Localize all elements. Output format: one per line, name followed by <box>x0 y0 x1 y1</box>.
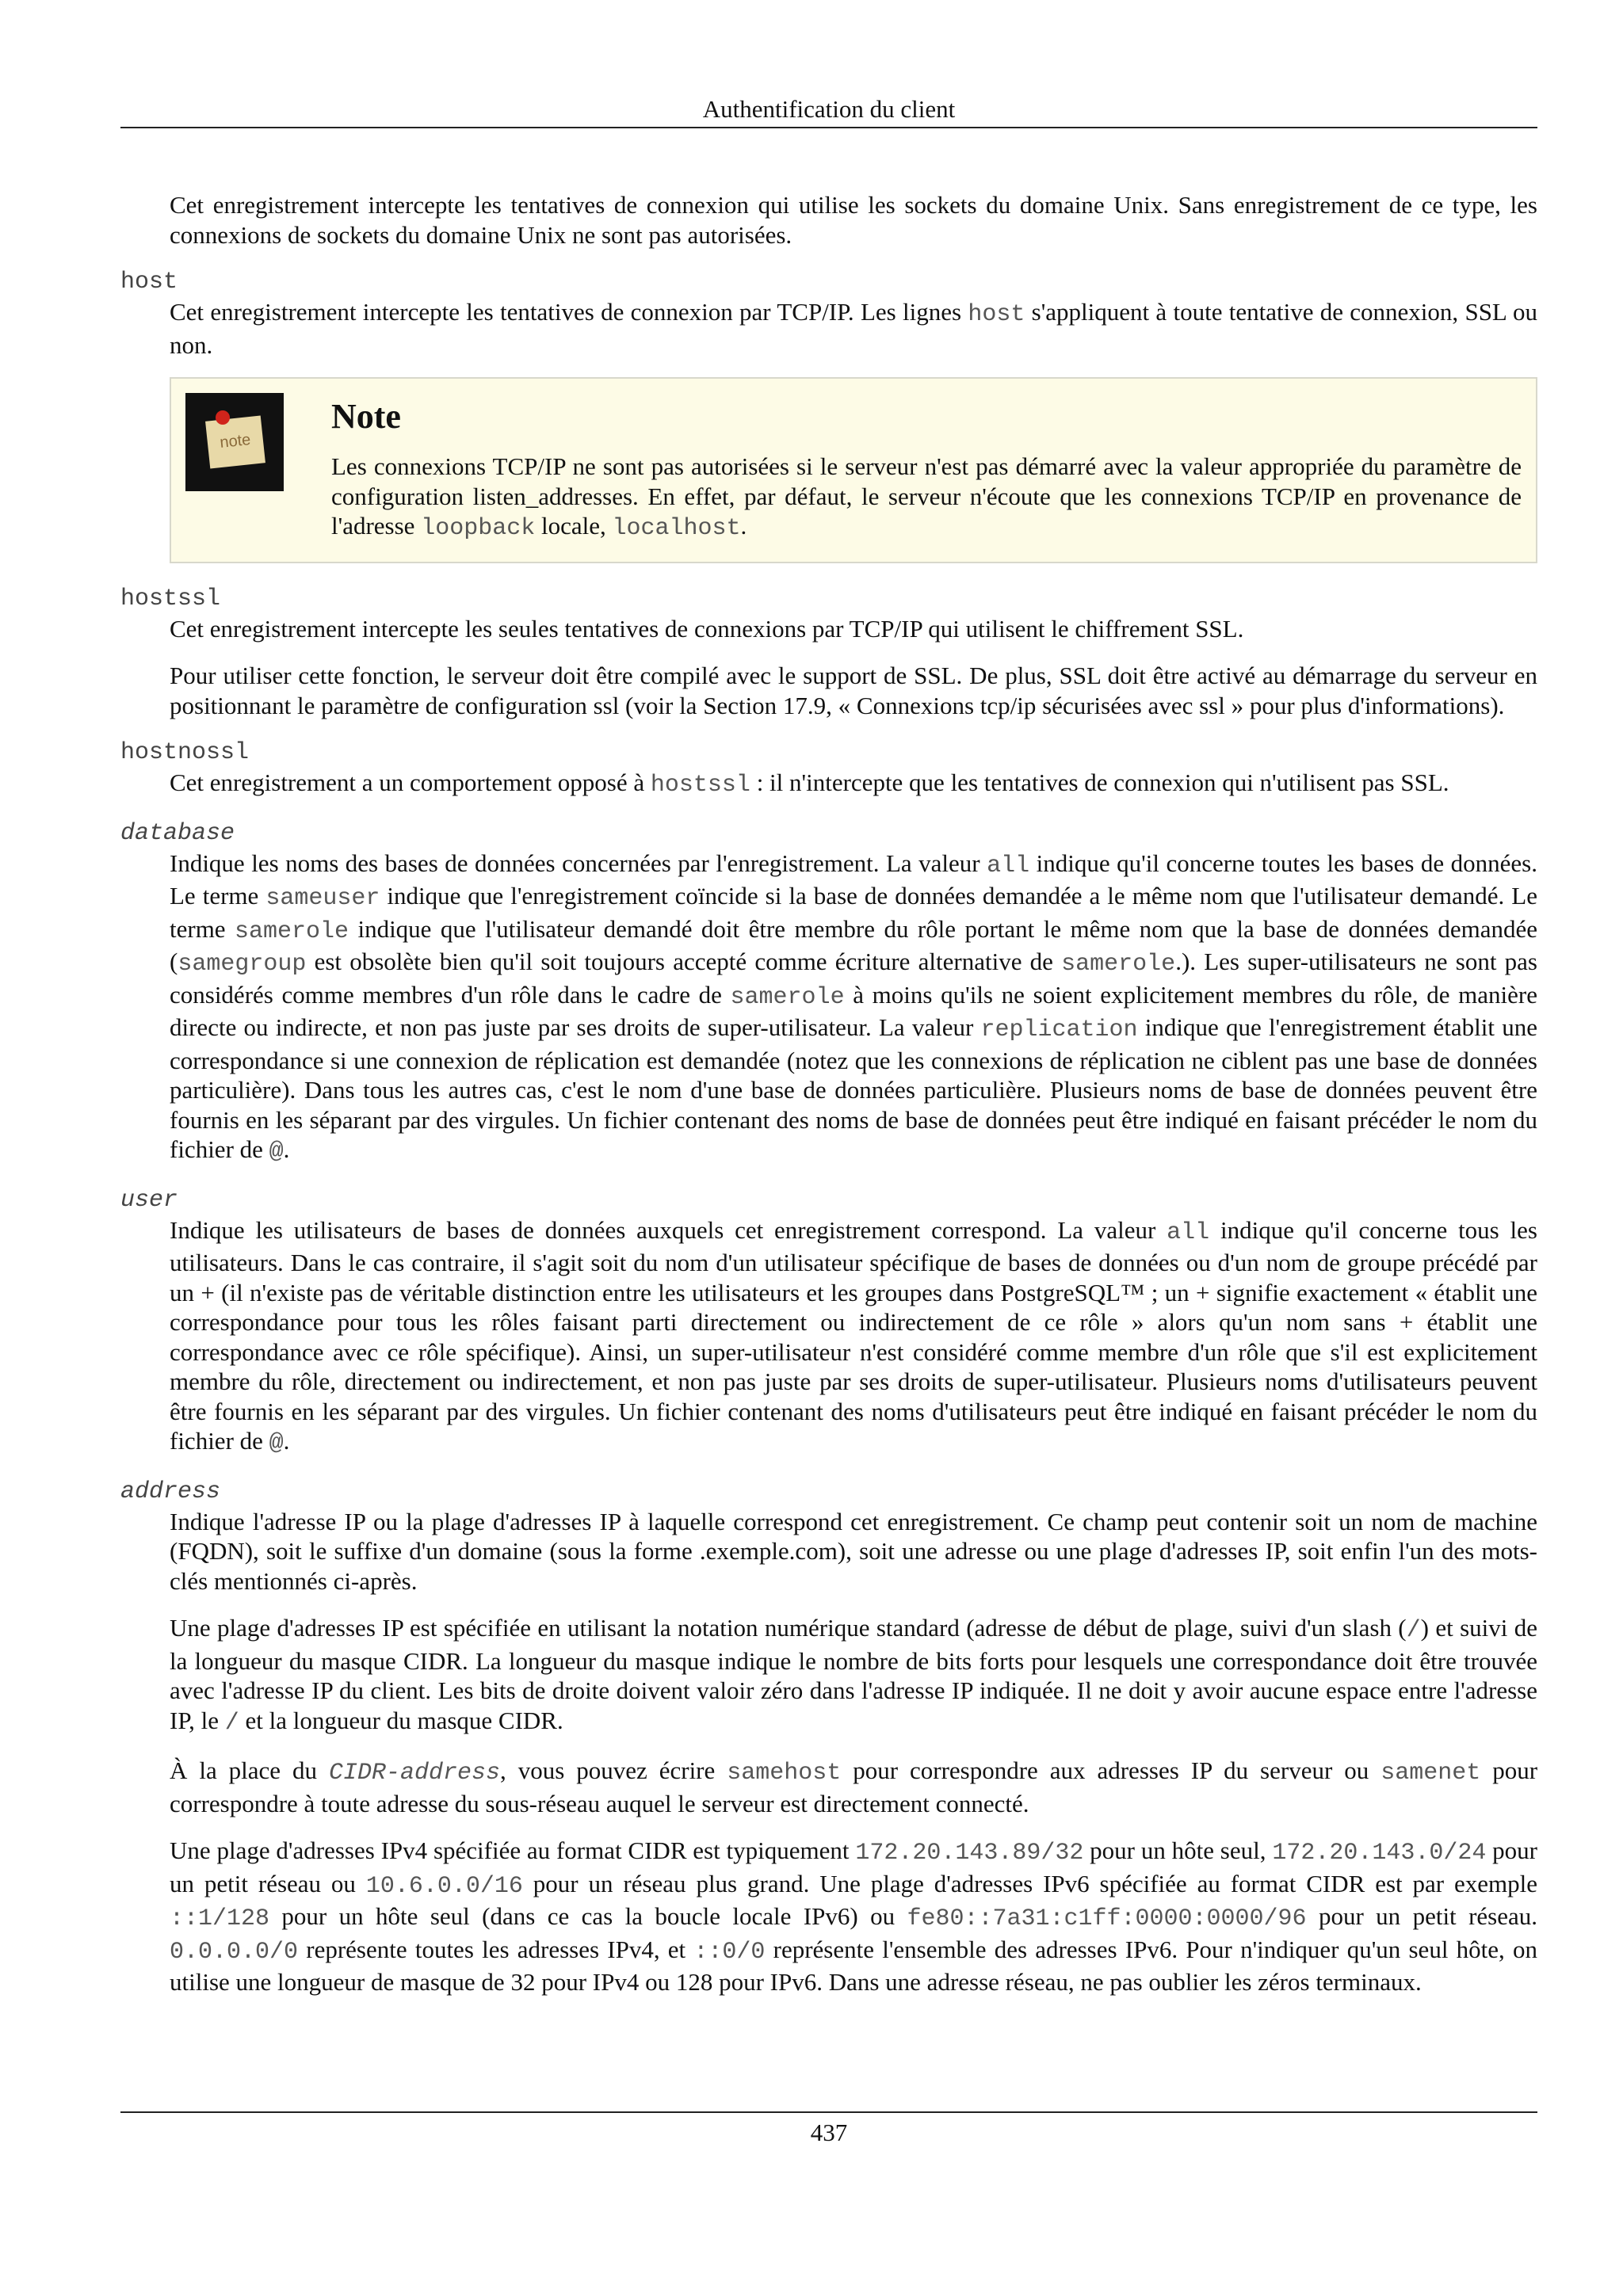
running-header: Authentification du client <box>702 95 956 123</box>
user-paragraph: Indique les utilisateurs de bases de données auxquels cet enregistrement correspond. La valeur all indique qu'il concerne tous les utilisateurs. Dans le cas contraire, il s'agit soit du nom d'un utilisateur spécifique de bases de données ou d'un nom de groupe précédé par un + (il n'existe pas de véritable distinction entre les utilisateurs et les groupes dans PostgreSQL™ ; un + signifie exactement « établit une correspondance pour tous les rôles faisant parti directement ou indirectement de ce rôle » alors qu'un nom sans + établit une correspondance avec ce rôle spécifique). Ainsi, un super-utilisateur n'est considéré comme membre d'un rôle que s'il est explicitement membre du rôle, directement ou indirectement, et non pas juste par ses droits de super-utilisateur. Plusieurs noms d'utilisateurs peuvent être fournis en les séparant par des virgules. Un fichier contenant des noms d'utilisateurs peut être indiqué en faisant précéder le nom du fichier de @. <box>170 1215 1537 1457</box>
term-user: user <box>120 1186 178 1214</box>
address-paragraph-2: Une plage d'adresses IP est spécifiée en utilisant la notation numérique standard (adresse de début de plage, suivi d'un slash (/) et suivi de la longueur du masque CIDR. La longueur du masque indique le nombre de bits forts pour lesquels une correspondance doit être trouvée avec l'adresse IP du client. Les bits de droite doivent valoir zéro dans l'adresse IP indiquée. Il ne doit y avoir aucune espace entre l'adresse IP, le / et la longueur du masque CIDR. <box>170 1614 1537 1737</box>
term-host: host <box>120 269 178 296</box>
definition-user <box>170 1215 1537 1459</box>
note-body <box>331 393 1522 544</box>
page-number: 437 <box>810 2119 848 2146</box>
definition-hostnossl <box>170 768 1537 801</box>
pushpin-icon <box>216 410 230 425</box>
address-paragraph-3: À la place du CIDR-address, vous pouvez écrire samehost pour correspondre aux adresses IP du serveur ou samenet pour correspondre à toute adresse du sous-réseau auquel le serveur est directement connecté. <box>170 1756 1538 1817</box>
header-rule <box>120 127 1537 128</box>
note-text: Les connexions TCP/IP ne sont pas autorisées si le serveur n'est pas démarré avec la valeur appropriée du paramètre de configuration listen_addresses. En effet, par défaut, le serveur n'écoute que les connexions TCP/IP en provenance de l'adresse loopback locale, localhost. <box>331 452 1522 542</box>
term-hostnossl: hostnossl <box>120 739 250 766</box>
database-paragraph: Indique les noms des bases de données concernées par l'enregistrement. La valeur all indique qu'il concerne toutes les bases de données. Le terme sameuser indique que l'enregistrement coïncide si la base de données demandée a le même nom que l'utilisateur demandé. Le terme samerole indique que l'utilisateur demandé doit être membre du rôle portant le même nom que la base de données demandée (samegroup est obsolète bien qu'il soit toujours accepté comme écriture alternative de samerole.). Les super-utilisateurs ne sont pas considérés comme membres d'un rôle dans le cadre de samerole à moins qu'ils ne soient explicitement membres du rôle, de manière directe ou indirecte, et non pas juste par ses droits de super-utilisateur. La valeur replication indique que l'enregistrement établit une correspondance si une connexion de réplication est demandée (notez que les connexions de réplication ne ciblent pas une base de données particulière). Dans tous les autres cas, c'est le nom d'une base de données particulière. Plusieurs noms de base de données peuvent être fournis en les séparant par des virgules. Un fichier contenant des noms de base de données peut être indiqué en faisant précéder le nom du fichier de @. <box>170 849 1537 1165</box>
definition-hostssl <box>170 614 1537 721</box>
definition-host <box>170 297 1537 360</box>
host-paragraph: Cet enregistrement intercepte les tentatives de connexion par TCP/IP. Les lignes host s'appliquent à toute tentative de connexion, SSL ou non. <box>170 298 1537 359</box>
term-database: database <box>120 819 235 847</box>
hostssl-paragraph-2: Pour utiliser cette fonction, le serveur doit être compilé avec le support de SSL. De plus, SSL doit être activé au démarrage du serveur en positionnant le paramètre de configuration ssl (voir la Section 17.9, « Connexions tcp/ip sécurisées avec ssl » pour plus d'informations). <box>170 662 1537 719</box>
note-icon <box>185 393 284 491</box>
term-address: address <box>120 1478 221 1505</box>
definition-address <box>170 1507 1537 1997</box>
page-content <box>120 190 1537 2015</box>
footer-rule <box>120 2111 1537 2113</box>
note-paper-graphic: note <box>205 416 265 469</box>
definition-database <box>170 849 1537 1168</box>
address-paragraph-4: Une plage d'adresses IPv4 spécifiée au format CIDR est typiquement 172.20.143.89/32 pour un hôte seul, 172.20.143.0/24 pour un petit réseau ou 10.6.0.0/16 pour un réseau plus grand. Une plage d'adresses IPv6 spécifiée au format CIDR est par exemple ::1/128 pour un hôte seul (dans ce cas la boucle locale IPv6) ou fe80::7a31:c1ff:0000:0000/96 pour un petit réseau. 0.0.0.0/0 représente toutes les adresses IPv4, et ::0/0 représente l'ensemble des adresses IPv6. Pour n'indiquer qu'un seul hôte, on utilise une longueur de masque de 32 pour IPv4 ou 128 pour IPv6. Dans une adresse réseau, ne pas oublier les zéros terminaux. <box>170 1836 1537 1996</box>
hostnossl-paragraph: Cet enregistrement a un comportement opposé à hostssl : il n'intercepte que les tentatives de connexion qui n'utilisent pas SSL. <box>170 769 1449 799</box>
address-paragraph-1: Indique l'adresse IP ou la plage d'adresses IP à laquelle correspond cet enregistrement. Ce champ peut contenir soit un nom de machine (FQDN), soit le suffixe d'un domaine (sous la forme .exemple.com), soit une adresse ou une plage d'adresses IP, soit enfin l'un des mots-clés mentionnés ci-après. <box>170 1507 1537 1595</box>
hostssl-paragraph-1: Cet enregistrement intercepte les seules tentatives de connexions par TCP/IP qui utilisent le chiffrement SSL. <box>170 614 1244 643</box>
note-box <box>170 377 1537 563</box>
term-hostssl: hostssl <box>120 585 221 612</box>
note-title: Note <box>331 397 401 436</box>
intro-paragraph: Cet enregistrement intercepte les tentatives de connexion qui utilise les sockets du domaine Unix. Sans enregistrement de ce type, les connexions de sockets du domaine Unix ne sont pas autorisées. <box>170 191 1537 249</box>
